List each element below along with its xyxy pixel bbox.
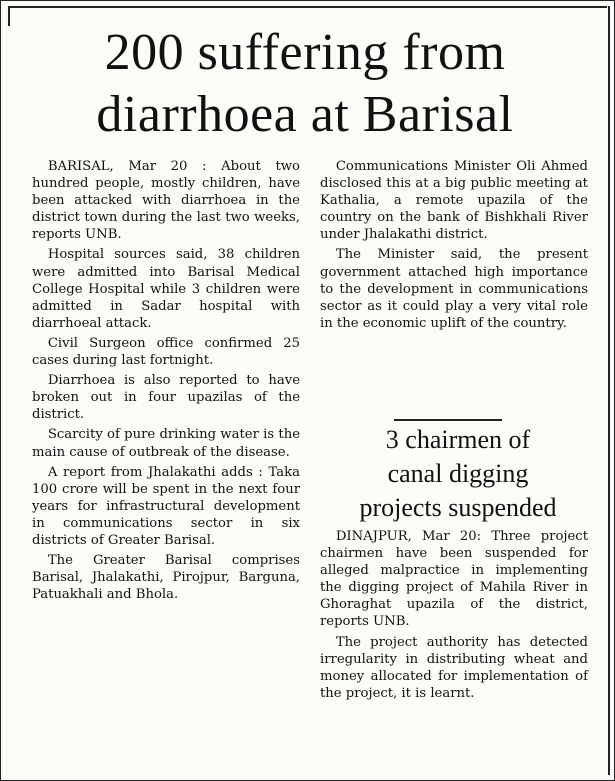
paragraph: Diarrhoea is also reported to have broken out in four upazilas of the district. xyxy=(32,373,300,423)
subheadline-line-2: canal digging xyxy=(387,459,529,488)
paragraph: Civil Surgeon office confirmed 25 cases during last fortnight. xyxy=(32,335,300,369)
paragraph: DINAJPUR, Mar 20: Three project chairmen have been suspended for alleged malpractice in implementing the digging project of Mahila River in Ghoraghat upazila of the district, reports UNB. xyxy=(320,529,588,630)
subheadline-line-3: projects suspended xyxy=(359,493,557,522)
left-rule xyxy=(8,6,10,26)
headline-line-2: diarrhoea at Barisal xyxy=(96,86,514,143)
paragraph: A report from Jhalakathi adds : Taka 100 crore will be spent in the next four years for infrastructural development in communications sector in six districts of Greater Barisal. xyxy=(32,464,300,548)
subheadline-line-1: 3 chairmen of xyxy=(385,425,531,454)
paragraph: The Minister said, the present government attached high importance to the development in communications sector as it could play a very vital role in the economic uplift of the country. xyxy=(320,247,588,331)
paragraph: The project authority has detected irregularity in distributing wheat and money allocated for implementation of the project, it is learnt. xyxy=(320,634,588,701)
paragraph: Communications Minister Oli Ahmed disclosed this at a big public meeting at Kathalia, a remote upazila of the country on the bank of Bishkhali River under Jhalakathi district. xyxy=(320,159,588,243)
paragraph: Scarcity of pure drinking water is the main cause of outbreak of the disease. xyxy=(32,427,300,460)
right-column xyxy=(320,158,588,335)
right-column-second-story xyxy=(320,528,588,705)
headline-line-1: 200 suffering from xyxy=(104,24,506,81)
section-divider xyxy=(394,419,502,421)
headline xyxy=(14,22,596,146)
top-rule xyxy=(8,6,607,8)
right-rule xyxy=(608,6,610,775)
subheadline xyxy=(318,423,598,525)
paragraph: Hospital sources said, 38 children were admitted into Barisal Medical College Hospital while 3 children were admitted in Sadar hospital with diarrhoeal attack. xyxy=(32,247,300,331)
left-column xyxy=(32,158,300,606)
paragraph: The Greater Barisal comprises Barisal, Jhalakathi, Pirojpur, Barguna, Patuakhali and Bhola. xyxy=(32,553,300,603)
paragraph: BARISAL, Mar 20 : About two hundred people, mostly children, have been attacked with diarrhoea in the district town during the last two weeks, reports UNB. xyxy=(32,159,300,243)
